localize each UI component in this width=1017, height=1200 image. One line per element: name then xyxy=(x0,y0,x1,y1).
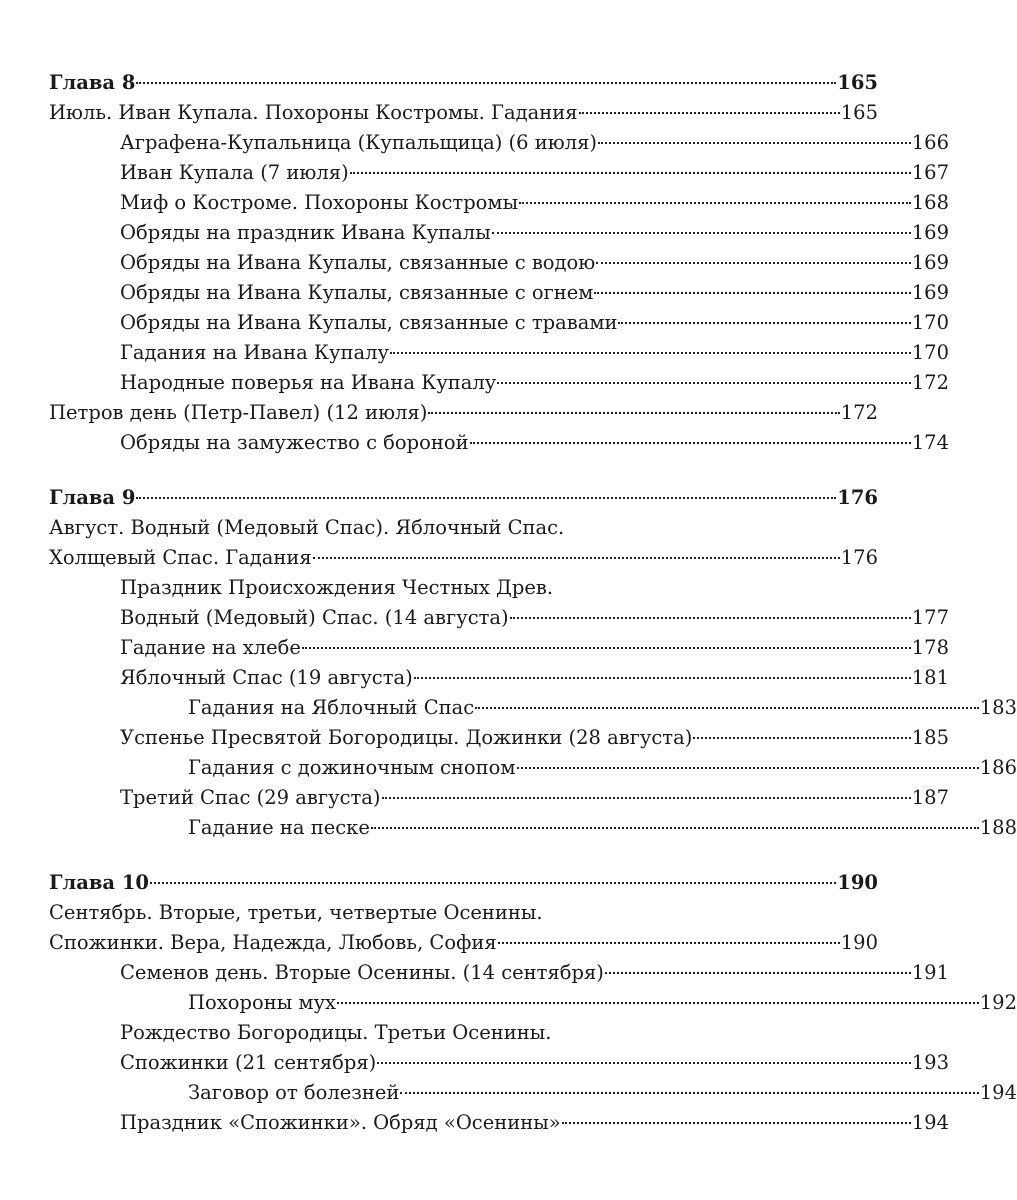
toc-entry xyxy=(0,428,949,458)
page-number: 172 xyxy=(840,401,878,424)
page-number: 185 xyxy=(911,726,949,749)
page-number: 188 xyxy=(979,816,1017,839)
entry-title: Семенов день. Вторые Осенины. (14 сентября) xyxy=(120,961,604,984)
entry-title: Заговор от болезней xyxy=(188,1081,400,1104)
entry-title: Глава 10 xyxy=(49,871,149,894)
entry-title: Август. Водный (Медовый Спас). Яблочный Спас. xyxy=(49,516,565,539)
page-number: 194 xyxy=(911,1111,949,1134)
toc-entry xyxy=(0,158,949,188)
dot-leader xyxy=(498,942,840,944)
page-number: 193 xyxy=(911,1051,949,1074)
entry-title: Глава 9 xyxy=(49,486,136,509)
entry-title: Яблочный Спас (19 августа) xyxy=(120,666,413,689)
page-number: 181 xyxy=(911,666,949,689)
dot-leader xyxy=(337,1002,979,1004)
entry-title: Водный (Медовый) Спас. (14 августа) xyxy=(120,606,509,629)
page-number: 168 xyxy=(911,191,949,214)
entry-title: Праздник Происхождения Честных Древ. xyxy=(120,576,554,599)
entry-title: Народные поверья на Ивана Купалу xyxy=(120,371,497,394)
dot-leader xyxy=(693,737,910,739)
page-number: 170 xyxy=(911,341,949,364)
toc-entry xyxy=(0,218,949,248)
entry-title: Обряды на Ивана Купалы, связанные с травами xyxy=(120,311,618,334)
dot-leader xyxy=(492,232,911,234)
page-number: 176 xyxy=(837,486,878,509)
page-number: 167 xyxy=(911,161,949,184)
toc-entry xyxy=(0,928,878,958)
dot-leader xyxy=(470,442,911,444)
dot-leader xyxy=(475,707,979,709)
page-number: 170 xyxy=(911,311,949,334)
dot-leader xyxy=(428,412,839,414)
dot-leader xyxy=(562,1122,911,1124)
dot-leader xyxy=(596,262,911,264)
toc-entry xyxy=(0,278,949,308)
dot-leader xyxy=(400,1092,978,1094)
dot-leader xyxy=(598,142,911,144)
page-number: 187 xyxy=(911,786,949,809)
page-number: 194 xyxy=(979,1081,1017,1104)
dot-leader xyxy=(350,172,911,174)
entry-title: Обряды на Ивана Купалы, связанные с огнем xyxy=(120,281,594,304)
dot-leader xyxy=(302,647,911,649)
dot-leader xyxy=(517,767,979,769)
chapter-heading xyxy=(0,868,878,898)
dot-leader xyxy=(382,797,911,799)
toc-entry xyxy=(0,783,949,813)
page-number: 172 xyxy=(911,371,949,394)
entry-title: Рождество Богородицы. Третьи Осенины. xyxy=(120,1021,552,1044)
toc-entry xyxy=(0,723,949,753)
dot-leader xyxy=(497,382,910,384)
entry-title: Гадание на песке xyxy=(188,816,370,839)
dot-leader xyxy=(136,497,836,499)
entry-title: Похороны мух xyxy=(188,991,337,1014)
toc-entry xyxy=(0,633,949,663)
page-number: 165 xyxy=(837,71,878,94)
page-number: 176 xyxy=(840,546,878,569)
dot-leader xyxy=(313,557,840,559)
entry-title: Спожинки. Вера, Надежда, Любовь, София xyxy=(49,931,497,954)
toc-entry xyxy=(0,308,949,338)
page-number: 178 xyxy=(911,636,949,659)
dot-leader xyxy=(605,972,911,974)
toc-entry xyxy=(0,813,1017,843)
dot-leader xyxy=(136,82,836,84)
toc-entry xyxy=(0,1048,949,1078)
entry-title: Гадания с дожиночным снопом xyxy=(188,756,516,779)
page-number: 169 xyxy=(911,221,949,244)
entry-title: Спожинки (21 сентября) xyxy=(120,1051,377,1074)
toc-entry xyxy=(0,188,949,218)
toc-entry xyxy=(0,1018,949,1048)
dot-leader xyxy=(150,882,836,884)
entry-title: Гадания на Ивана Купалу xyxy=(120,341,389,364)
toc-entry xyxy=(0,988,1017,1018)
toc-entry xyxy=(0,98,878,128)
page-number: 183 xyxy=(979,696,1017,719)
entry-title: Петров день (Петр-Павел) (12 июля) xyxy=(49,401,428,424)
toc-entry xyxy=(0,573,949,603)
page-number: 192 xyxy=(979,991,1017,1014)
toc-entry xyxy=(0,513,878,543)
dot-leader xyxy=(510,617,911,619)
toc-entry xyxy=(0,398,878,428)
entry-title: Гадания на Яблочный Спас xyxy=(188,696,475,719)
dot-leader xyxy=(377,1062,910,1064)
entry-title: Обряды на Ивана Купалы, связанные с водою xyxy=(120,251,596,274)
entry-title: Обряды на замужество с бороной xyxy=(120,431,469,454)
page-number: 165 xyxy=(840,101,878,124)
entry-title: Обряды на праздник Ивана Купалы xyxy=(120,221,491,244)
page-number: 169 xyxy=(911,251,949,274)
toc-entry xyxy=(0,1078,1017,1108)
toc-entry xyxy=(0,958,949,988)
entry-title: Миф о Костроме. Похороны Костромы xyxy=(120,191,519,214)
toc-entry xyxy=(0,543,878,573)
entry-title: Праздник «Спожинки». Обряд «Осенины» xyxy=(120,1111,561,1134)
chapter-heading xyxy=(0,483,878,513)
toc-entry xyxy=(0,753,1017,783)
toc-entry xyxy=(0,248,949,278)
entry-title: Иван Купала (7 июля) xyxy=(120,161,349,184)
toc-entry xyxy=(0,693,1017,723)
entry-title: Холщевый Спас. Гадания xyxy=(49,546,312,569)
dot-leader xyxy=(414,677,911,679)
entry-title: Аграфена-Купальница (Купальщица) (6 июля) xyxy=(120,131,598,154)
toc-entry xyxy=(0,603,949,633)
toc-entry xyxy=(0,663,949,693)
page-number: 191 xyxy=(911,961,949,984)
page-number: 190 xyxy=(840,931,878,954)
entry-title: Июль. Иван Купала. Похороны Костромы. Гадания xyxy=(49,101,578,124)
entry-title: Третий Спас (29 августа) xyxy=(120,786,381,809)
toc-entry xyxy=(0,338,949,368)
page-number: 169 xyxy=(911,281,949,304)
dot-leader xyxy=(371,827,979,829)
chapter-heading xyxy=(0,68,878,98)
toc-entry xyxy=(0,898,878,928)
entry-title: Сентябрь. Вторые, третьи, четвертые Осенины. xyxy=(49,901,543,924)
dot-leader xyxy=(594,292,910,294)
page-number: 177 xyxy=(911,606,949,629)
toc-entry xyxy=(0,1108,949,1138)
entry-title: Глава 8 xyxy=(49,71,136,94)
page-number: 190 xyxy=(837,871,878,894)
page-number: 166 xyxy=(911,131,949,154)
dot-leader xyxy=(390,352,911,354)
dot-leader xyxy=(618,322,910,324)
entry-title: Успенье Пресвятой Богородицы. Дожинки (28 августа) xyxy=(120,726,693,749)
page-number: 174 xyxy=(911,431,949,454)
entry-title: Гадание на хлебе xyxy=(120,636,301,659)
toc-entry xyxy=(0,368,949,398)
dot-leader xyxy=(579,112,840,114)
page-number: 186 xyxy=(979,756,1017,779)
dot-leader xyxy=(519,202,911,204)
toc-entry xyxy=(0,128,949,158)
